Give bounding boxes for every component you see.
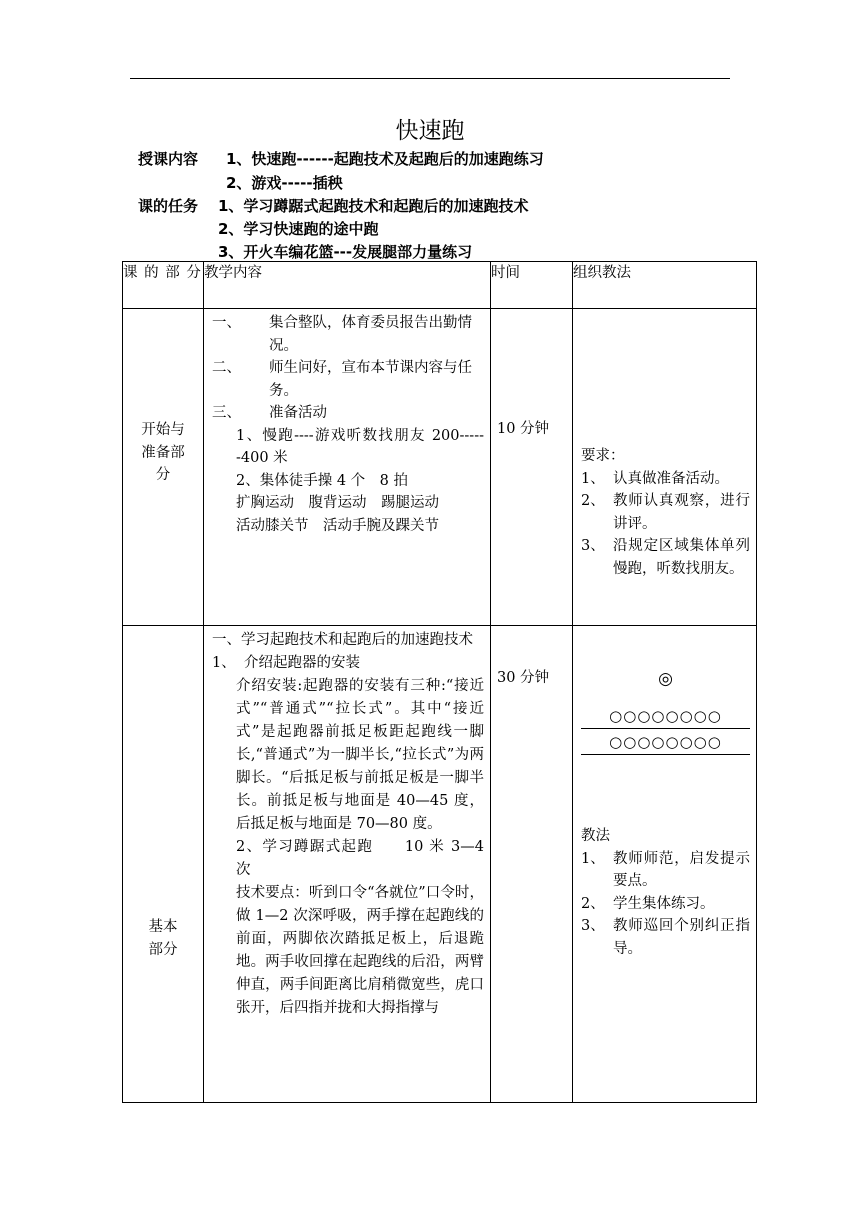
content-row-2 <box>226 172 343 195</box>
time-value: 10 分钟 <box>497 421 550 437</box>
header-cell-time: 时间 <box>491 262 573 309</box>
section-label: 开始与准备部分 <box>141 422 185 483</box>
list-num: 1、 <box>581 470 605 487</box>
crouch-start-item: 2、学习蹲踞式起跑 10 米 3—4 次 <box>236 839 484 878</box>
list-num: 1、 <box>581 850 605 867</box>
list-text: 师生问好，宣布本节课内容与任务。 <box>269 360 472 399</box>
formation-line <box>581 728 750 729</box>
task-label: 课的任务 <box>138 197 199 215</box>
list-num: 2、 <box>581 895 605 912</box>
section-label-cell <box>123 626 204 1103</box>
time-cell <box>491 309 573 626</box>
time-cell <box>491 626 573 1103</box>
header-cell-part: 课 的 部 分 <box>123 262 204 309</box>
table-header-row <box>123 262 757 309</box>
list-item <box>212 402 484 425</box>
table-row-warmup <box>123 309 757 626</box>
time-value: 30 分钟 <box>497 670 550 686</box>
list-item <box>581 490 750 535</box>
list-text: 沿规定区域集体单列慢跑，听数找朋友。 <box>613 538 750 577</box>
task-item: 3、开火车编花篮---发展腿部力量练习 <box>218 243 473 261</box>
list-text: 教师认真观察，进行讲评。 <box>613 493 750 532</box>
list-item <box>581 468 750 491</box>
content-item: 2、游戏-----插秧 <box>226 174 343 192</box>
task-item: 1、学习蹲踞式起跑技术和起跑后的加速跑技术 <box>218 197 529 215</box>
list-item <box>581 915 750 960</box>
method-cell <box>573 309 757 626</box>
content-item: 1、快速跑------起跑技术及起跑后的加速跑练习 <box>226 150 544 168</box>
list-text: 准备活动 <box>269 405 327 421</box>
list-item <box>581 893 750 916</box>
list-num: 一、 <box>212 315 241 331</box>
header-rule <box>130 78 730 79</box>
content-row-1 <box>138 148 544 171</box>
method-cell <box>573 626 757 1103</box>
warmup-moves-2: 活动膝关节 活动手腕及踝关节 <box>236 517 439 534</box>
method-title: 教法 <box>581 828 610 844</box>
list-text: 学生集体练习。 <box>613 895 715 912</box>
list-num: 二、 <box>212 360 241 376</box>
header-cell-method: 组织教法 <box>573 262 757 309</box>
warmup-exercise: 2、集体徒手操 4 个 8 拍 <box>236 472 409 489</box>
list-item <box>581 848 750 893</box>
content-cell <box>204 626 491 1103</box>
list-num: 3、 <box>581 918 605 934</box>
section-heading: 一、学习起跑技术和起跑后的加速跑技术 <box>212 632 473 648</box>
content-cell <box>204 309 491 626</box>
task-item: 2、学习快速跑的途中跑 <box>218 220 379 238</box>
formation-line <box>581 754 750 755</box>
formation-row: ○○○○○○○○ <box>609 733 722 751</box>
section-label-cell <box>123 309 204 626</box>
list-item <box>212 357 484 402</box>
warmup-moves-1: 扩胸运动 腹背运动 踢腿运动 <box>236 495 439 511</box>
list-text: 介绍起跑器的安装 <box>244 655 360 671</box>
list-item <box>212 652 484 675</box>
list-item <box>581 535 750 580</box>
formation-diagram <box>581 667 750 755</box>
page-title: 快速跑 <box>395 118 465 144</box>
table-row-main <box>123 626 757 1103</box>
list-num: 三、 <box>212 405 241 421</box>
lesson-plan-table <box>122 261 757 1103</box>
task-row-2 <box>218 218 378 241</box>
list-text: 教师巡回个别纠正指导。 <box>613 918 750 957</box>
technique-text: 技术要点：听到口令“各就位”口令时，做 1—2 次深呼吸，两手撑在起跑线的前面，两脚依次踏抵足板上，后退跪地。两手收回撑在起跑线的后沿，两臂伸直，两手间距离比肩稍微宽些，虎口张开，后四指并拢和大拇指撑与 <box>236 885 484 1016</box>
section-label: 基本部分 <box>148 919 178 958</box>
installation-text: 介绍安装:起跑器的安装有三种:“接近式”“普通式”“拉长式”。其中“接近式”是起跑器前抵足板距起跑线一脚长,“普通式”为一脚半长,“拉长式”为两脚长。“后抵足板与前抵足板是一脚半长。前抵足板与地面是 40—45 度，后抵足板与地面是 70—80 度。 <box>236 678 484 832</box>
list-num: 2、 <box>581 493 605 509</box>
header-cell-content: 教学内容 <box>204 262 491 309</box>
list-text: 集合整队，体育委员报告出勤情况。 <box>269 315 472 354</box>
task-row-1 <box>138 195 528 218</box>
content-label: 授课内容 <box>138 150 199 168</box>
requirements-title: 要求： <box>581 448 625 464</box>
list-text: 教师师范，启发提示要点。 <box>613 850 750 889</box>
list-text: 认真做准备活动。 <box>613 470 729 487</box>
list-item <box>212 312 484 357</box>
warmup-run: 1、慢跑----游戏听数找朋友 200------400 米 <box>236 427 484 466</box>
formation-row: ○○○○○○○○ <box>609 707 722 725</box>
list-num: 1、 <box>212 655 236 671</box>
list-num: 3、 <box>581 538 605 554</box>
teacher-marker-icon: ◎ <box>658 669 673 689</box>
